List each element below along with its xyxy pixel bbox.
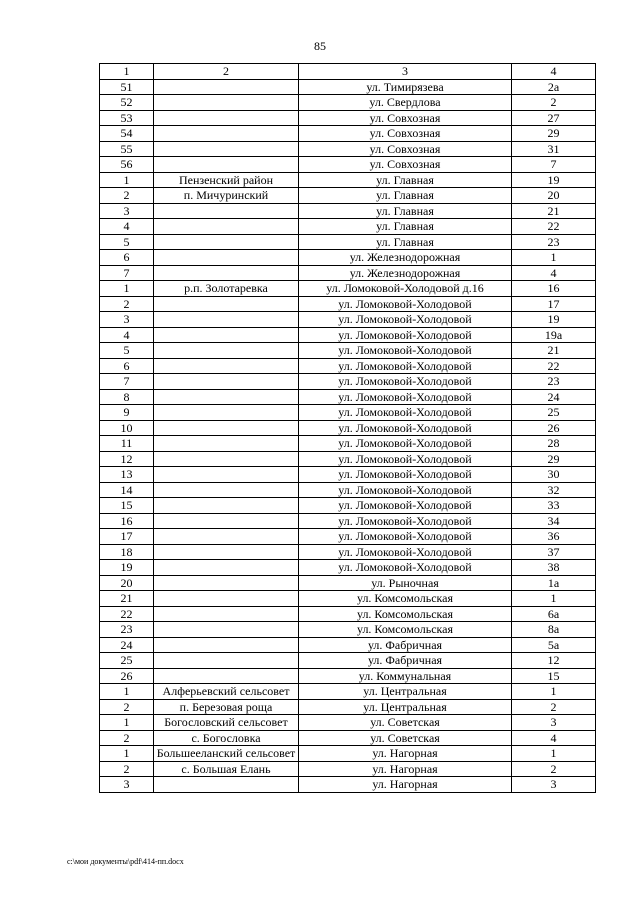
- table-row: [100, 358, 596, 374]
- house-number-cell: 29: [512, 451, 596, 467]
- locality-cell: [154, 157, 299, 173]
- house-number-cell: 1а: [512, 575, 596, 591]
- locality-cell: [154, 560, 299, 576]
- street-cell: ул. Главная: [299, 172, 512, 188]
- row-number-cell: 9: [100, 405, 154, 421]
- street-cell: ул. Советская: [299, 730, 512, 746]
- house-number-cell: 30: [512, 467, 596, 483]
- house-number-cell: 21: [512, 343, 596, 359]
- locality-cell: [154, 405, 299, 421]
- row-number-cell: 21: [100, 591, 154, 607]
- locality-cell: [154, 451, 299, 467]
- row-number-cell: 53: [100, 110, 154, 126]
- street-cell: ул. Ломоковой-Холодовой: [299, 312, 512, 328]
- locality-cell: [154, 498, 299, 514]
- house-number-cell: 19а: [512, 327, 596, 343]
- house-number-cell: 22: [512, 358, 596, 374]
- street-cell: ул. Ломоковой-Холодовой: [299, 327, 512, 343]
- row-number-cell: 8: [100, 389, 154, 405]
- street-cell: ул. Ломоковой-Холодовой: [299, 343, 512, 359]
- locality-cell: [154, 250, 299, 266]
- street-cell: ул. Главная: [299, 188, 512, 204]
- street-cell: ул. Ломоковой-Холодовой: [299, 296, 512, 312]
- row-number-cell: 12: [100, 451, 154, 467]
- table-row: [100, 746, 596, 762]
- locality-cell: [154, 203, 299, 219]
- row-number-cell: 1: [100, 715, 154, 731]
- house-number-cell: 2: [512, 95, 596, 111]
- house-number-cell: 22: [512, 219, 596, 235]
- street-cell: ул. Железнодорожная: [299, 265, 512, 281]
- table-row: [100, 699, 596, 715]
- house-number-cell: 38: [512, 560, 596, 576]
- house-number-cell: 26: [512, 420, 596, 436]
- row-number-cell: 1: [100, 684, 154, 700]
- row-number-cell: 18: [100, 544, 154, 560]
- street-cell: ул. Центральная: [299, 684, 512, 700]
- table-row: [100, 761, 596, 777]
- locality-cell: п. Березовая роща: [154, 699, 299, 715]
- row-number-cell: 7: [100, 374, 154, 390]
- table-row: [100, 79, 596, 95]
- row-number-cell: 51: [100, 79, 154, 95]
- street-cell: ул. Совхозная: [299, 157, 512, 173]
- row-number-cell: 10: [100, 420, 154, 436]
- locality-cell: [154, 668, 299, 684]
- street-cell: ул. Фабричная: [299, 653, 512, 669]
- street-cell: ул. Ломоковой-Холодовой: [299, 467, 512, 483]
- street-cell: ул. Фабричная: [299, 637, 512, 653]
- locality-cell: [154, 606, 299, 622]
- row-number-cell: 13: [100, 467, 154, 483]
- house-number-cell: 21: [512, 203, 596, 219]
- locality-cell: [154, 358, 299, 374]
- table-row: [100, 777, 596, 793]
- row-number-cell: 24: [100, 637, 154, 653]
- street-cell: ул. Совхозная: [299, 110, 512, 126]
- house-number-cell: 23: [512, 374, 596, 390]
- locality-cell: [154, 513, 299, 529]
- street-cell: ул. Комсомольская: [299, 622, 512, 638]
- locality-cell: п. Мичуринский: [154, 188, 299, 204]
- locality-cell: [154, 637, 299, 653]
- locality-cell: [154, 79, 299, 95]
- table-row: [100, 110, 596, 126]
- row-number-cell: 1: [100, 281, 154, 297]
- table-row: [100, 141, 596, 157]
- table-row: [100, 591, 596, 607]
- street-cell: ул. Ломоковой-Холодовой: [299, 405, 512, 421]
- house-number-cell: 32: [512, 482, 596, 498]
- locality-cell: [154, 343, 299, 359]
- street-cell: ул. Главная: [299, 219, 512, 235]
- house-number-cell: 28: [512, 436, 596, 452]
- table-row: [100, 436, 596, 452]
- row-number-cell: 4: [100, 219, 154, 235]
- house-number-cell: 16: [512, 281, 596, 297]
- row-number-cell: 4: [100, 327, 154, 343]
- street-cell: ул. Ломоковой-Холодовой: [299, 498, 512, 514]
- house-number-cell: 20: [512, 188, 596, 204]
- locality-cell: [154, 575, 299, 591]
- table-row: [100, 575, 596, 591]
- locality-cell: [154, 591, 299, 607]
- street-cell: ул. Главная: [299, 234, 512, 250]
- street-cell: ул. Рыночная: [299, 575, 512, 591]
- table-row: [100, 451, 596, 467]
- header-cell-locality: 2: [154, 64, 299, 80]
- street-cell: ул. Нагорная: [299, 761, 512, 777]
- table-row: [100, 529, 596, 545]
- table-row: [100, 389, 596, 405]
- house-number-cell: 2а: [512, 79, 596, 95]
- row-number-cell: 5: [100, 234, 154, 250]
- table-row: [100, 296, 596, 312]
- house-number-cell: 37: [512, 544, 596, 560]
- table-row: [100, 327, 596, 343]
- house-number-cell: 15: [512, 668, 596, 684]
- row-number-cell: 17: [100, 529, 154, 545]
- street-cell: ул. Коммунальная: [299, 668, 512, 684]
- locality-cell: [154, 265, 299, 281]
- table-row: [100, 157, 596, 173]
- house-number-cell: 4: [512, 265, 596, 281]
- row-number-cell: 2: [100, 188, 154, 204]
- street-cell: ул. Нагорная: [299, 777, 512, 793]
- locality-cell: с. Богословка: [154, 730, 299, 746]
- locality-cell: [154, 482, 299, 498]
- house-number-cell: 6а: [512, 606, 596, 622]
- locality-cell: [154, 312, 299, 328]
- row-number-cell: 2: [100, 296, 154, 312]
- table-row: [100, 95, 596, 111]
- house-number-cell: 33: [512, 498, 596, 514]
- house-number-cell: 2: [512, 761, 596, 777]
- street-cell: ул. Главная: [299, 203, 512, 219]
- row-number-cell: 3: [100, 312, 154, 328]
- street-cell: ул. Свердлова: [299, 95, 512, 111]
- house-number-cell: 2: [512, 699, 596, 715]
- locality-cell: [154, 653, 299, 669]
- table-row: [100, 482, 596, 498]
- table-row: [100, 653, 596, 669]
- row-number-cell: 3: [100, 203, 154, 219]
- house-number-cell: 36: [512, 529, 596, 545]
- locality-cell: [154, 234, 299, 250]
- table-row: [100, 420, 596, 436]
- table-row: [100, 405, 596, 421]
- street-cell: ул. Ломоковой-Холодовой: [299, 358, 512, 374]
- house-number-cell: 1: [512, 746, 596, 762]
- table-row: [100, 172, 596, 188]
- locality-cell: [154, 296, 299, 312]
- street-cell: ул. Ломоковой-Холодовой д.16: [299, 281, 512, 297]
- locality-cell: р.п. Золотаревка: [154, 281, 299, 297]
- locality-cell: [154, 544, 299, 560]
- address-table: [99, 63, 596, 793]
- street-cell: ул. Нагорная: [299, 746, 512, 762]
- table-row: [100, 203, 596, 219]
- row-number-cell: 11: [100, 436, 154, 452]
- row-number-cell: 7: [100, 265, 154, 281]
- table-row: [100, 668, 596, 684]
- table-row: [100, 250, 596, 266]
- locality-cell: Пензенский район: [154, 172, 299, 188]
- row-number-cell: 54: [100, 126, 154, 142]
- locality-cell: [154, 141, 299, 157]
- locality-cell: Алферьевский сельсовет: [154, 684, 299, 700]
- locality-cell: [154, 327, 299, 343]
- house-number-cell: 3: [512, 715, 596, 731]
- house-number-cell: 19: [512, 172, 596, 188]
- table-row: [100, 234, 596, 250]
- row-number-cell: 1: [100, 746, 154, 762]
- page-number: 85: [314, 39, 326, 53]
- house-number-cell: 12: [512, 653, 596, 669]
- table-row: [100, 730, 596, 746]
- street-cell: ул. Ломоковой-Холодовой: [299, 436, 512, 452]
- row-number-cell: 6: [100, 250, 154, 266]
- row-number-cell: 55: [100, 141, 154, 157]
- house-number-cell: 17: [512, 296, 596, 312]
- locality-cell: [154, 467, 299, 483]
- house-number-cell: 27: [512, 110, 596, 126]
- street-cell: ул. Комсомольская: [299, 606, 512, 622]
- table-header-row: [100, 64, 596, 80]
- locality-cell: [154, 529, 299, 545]
- row-number-cell: 1: [100, 172, 154, 188]
- row-number-cell: 56: [100, 157, 154, 173]
- house-number-cell: 29: [512, 126, 596, 142]
- table-row: [100, 498, 596, 514]
- row-number-cell: 6: [100, 358, 154, 374]
- row-number-cell: 3: [100, 777, 154, 793]
- table-row: [100, 560, 596, 576]
- table-row: [100, 544, 596, 560]
- house-number-cell: 23: [512, 234, 596, 250]
- house-number-cell: 31: [512, 141, 596, 157]
- table-row: [100, 637, 596, 653]
- row-number-cell: 2: [100, 761, 154, 777]
- locality-cell: [154, 126, 299, 142]
- header-cell-house: 4: [512, 64, 596, 80]
- street-cell: ул. Ломоковой-Холодовой: [299, 389, 512, 405]
- table-row: [100, 606, 596, 622]
- row-number-cell: 16: [100, 513, 154, 529]
- street-cell: ул. Ломоковой-Холодовой: [299, 451, 512, 467]
- table-row: [100, 513, 596, 529]
- street-cell: ул. Совхозная: [299, 126, 512, 142]
- street-cell: ул. Ломоковой-Холодовой: [299, 560, 512, 576]
- street-cell: ул. Железнодорожная: [299, 250, 512, 266]
- table-row: [100, 343, 596, 359]
- table-row: [100, 265, 596, 281]
- locality-cell: [154, 436, 299, 452]
- house-number-cell: 24: [512, 389, 596, 405]
- street-cell: ул. Ломоковой-Холодовой: [299, 513, 512, 529]
- locality-cell: [154, 219, 299, 235]
- locality-cell: Богословский сельсовет: [154, 715, 299, 731]
- street-cell: ул. Ломоковой-Холодовой: [299, 529, 512, 545]
- row-number-cell: 5: [100, 343, 154, 359]
- row-number-cell: 22: [100, 606, 154, 622]
- table-body: [100, 79, 596, 792]
- house-number-cell: 1: [512, 684, 596, 700]
- table-row: [100, 467, 596, 483]
- street-cell: ул. Ломоковой-Холодовой: [299, 374, 512, 390]
- row-number-cell: 2: [100, 730, 154, 746]
- table-row: [100, 219, 596, 235]
- street-cell: ул. Центральная: [299, 699, 512, 715]
- row-number-cell: 19: [100, 560, 154, 576]
- house-number-cell: 8а: [512, 622, 596, 638]
- house-number-cell: 7: [512, 157, 596, 173]
- house-number-cell: 34: [512, 513, 596, 529]
- street-cell: ул. Комсомольская: [299, 591, 512, 607]
- locality-cell: [154, 95, 299, 111]
- table-row: [100, 126, 596, 142]
- header-cell-number: 1: [100, 64, 154, 80]
- locality-cell: [154, 420, 299, 436]
- locality-cell: Большееланский сельсовет: [154, 746, 299, 762]
- house-number-cell: 4: [512, 730, 596, 746]
- street-cell: ул. Советская: [299, 715, 512, 731]
- locality-cell: [154, 622, 299, 638]
- row-number-cell: 15: [100, 498, 154, 514]
- row-number-cell: 2: [100, 699, 154, 715]
- table-row: [100, 715, 596, 731]
- locality-cell: [154, 110, 299, 126]
- table-row: [100, 374, 596, 390]
- street-cell: ул. Ломоковой-Холодовой: [299, 482, 512, 498]
- table-row: [100, 622, 596, 638]
- row-number-cell: 25: [100, 653, 154, 669]
- row-number-cell: 52: [100, 95, 154, 111]
- table-row: [100, 684, 596, 700]
- table-row: [100, 188, 596, 204]
- street-cell: ул. Тимирязева: [299, 79, 512, 95]
- locality-cell: с. Большая Елань: [154, 761, 299, 777]
- street-cell: ул. Совхозная: [299, 141, 512, 157]
- house-number-cell: 19: [512, 312, 596, 328]
- street-cell: ул. Ломоковой-Холодовой: [299, 420, 512, 436]
- house-number-cell: 1: [512, 591, 596, 607]
- house-number-cell: 5а: [512, 637, 596, 653]
- row-number-cell: 26: [100, 668, 154, 684]
- house-number-cell: 1: [512, 250, 596, 266]
- locality-cell: [154, 777, 299, 793]
- locality-cell: [154, 389, 299, 405]
- row-number-cell: 14: [100, 482, 154, 498]
- street-cell: ул. Ломоковой-Холодовой: [299, 544, 512, 560]
- row-number-cell: 20: [100, 575, 154, 591]
- locality-cell: [154, 374, 299, 390]
- table-row: [100, 281, 596, 297]
- house-number-cell: 3: [512, 777, 596, 793]
- house-number-cell: 25: [512, 405, 596, 421]
- table-row: [100, 312, 596, 328]
- footer-file-path: c:\мои документы\pdf\414-пп.docx: [67, 857, 184, 866]
- header-cell-street: 3: [299, 64, 512, 80]
- row-number-cell: 23: [100, 622, 154, 638]
